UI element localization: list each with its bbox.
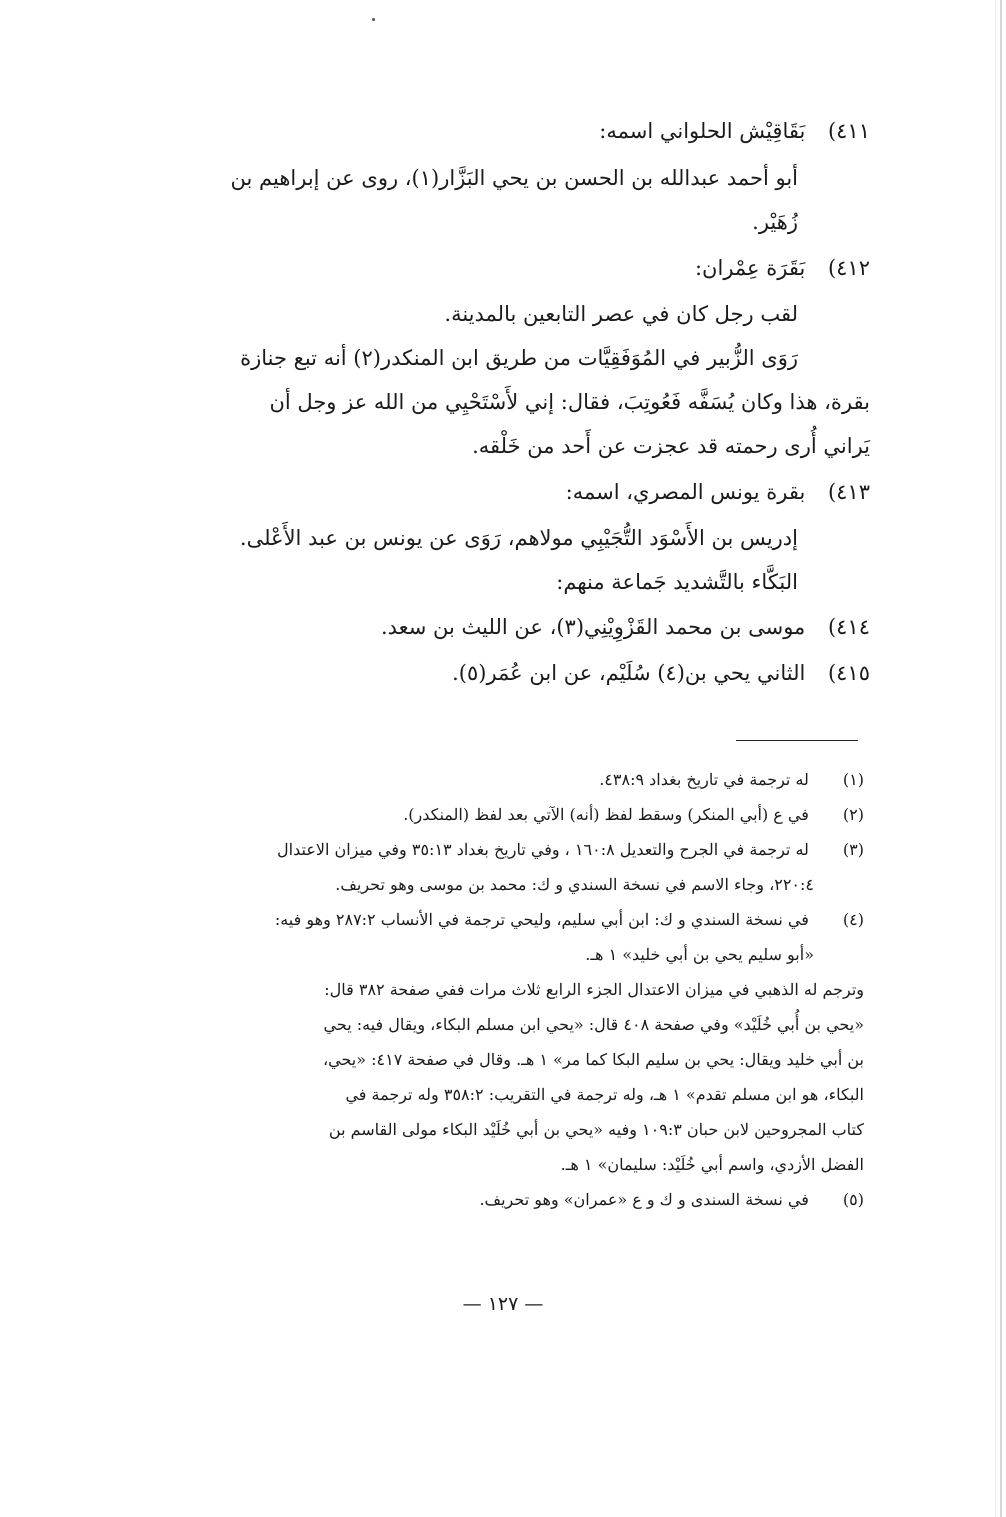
entry-413: [130, 468, 870, 516]
entry-number: ٤١٢): [827, 256, 870, 280]
footnote-1: [140, 762, 864, 797]
body-line: أبو أحمد عبدالله بن الحسن بن يحي البَزَّار(١)، روى عن إبراهيم بن: [230, 166, 798, 190]
footnotes: [140, 762, 864, 1217]
body-line: يَراني أُرى رحمته قد عجزت عن أَحد من خَلْقه.: [472, 434, 870, 458]
entry-number: ٤١٣): [827, 480, 870, 504]
entry-heading: بَقَرَة عِمْران:: [694, 256, 806, 280]
footnote-continuation: «أبو سليم يحي بن أبي خليد» ١ هـ.: [585, 945, 814, 964]
footnote-paragraph: البكاء، هو ابن مسلم تقدم» ١ هـ، وله ترجمة في التقريب: ٣٥٨:٢ وله ترجمة في: [345, 1085, 864, 1104]
footnote-number: (٣): [842, 840, 864, 859]
entry-heading: بقرة يونس المصري، اسمه:: [565, 480, 806, 504]
footnote-paragraph: «يحي بن أُبي خُلَيْد» وفي صفحة ٤٠٨ قال: «يحي ابن مسلم البكاء، ويقال فيه: يحي: [323, 1015, 864, 1034]
footnote-paragraph: بن أبي خليد ويقال: يحي بن سليم البكا كما مر» ١ هـ. وقال في صفحة ٤١٧: «يحي،: [322, 1050, 864, 1069]
body-line: زُهَيْر.: [752, 210, 798, 234]
footnote-number: (١): [842, 770, 864, 789]
footnote-3: [140, 832, 864, 867]
entry-number: ٤١٥): [827, 661, 870, 685]
footnote-number: (٥): [842, 1190, 864, 1209]
footnote-text: في نسخة السندى و ك و ع «عمران» وهو تحريف.: [479, 1190, 809, 1209]
entry-412: [130, 244, 870, 292]
footnote-paragraph: وترجم له الذهبي في ميزان الاعتدال الجزء الرابع ثلاث مرات ففي صفحة ٣٨٢ قال:: [324, 980, 864, 999]
body-line: إدريس بن الأَسْوَد التُّجَيْبِي مولاهم، رَوَى عن يونس بن عبد الأَعْلى.: [239, 526, 798, 550]
page-edge-line: [1000, 0, 1002, 1517]
footnote-text: في ع (أبي المنكر) وسقط لفظ (أنه) الآتي بعد لفظ (المنكدر).: [403, 805, 809, 824]
footnote-paragraph: كتاب المجروحين لابن حبان ١٠٩:٣ وفيه «يحي بن أبي خُلَيْد البكاء مولى القاسم بن: [328, 1120, 864, 1139]
footnote-paragraph: الفضل الأزدي، واسم أبي خُلَيْد: سليمان» ١ هـ.: [560, 1155, 864, 1174]
entry-414: [130, 604, 870, 650]
footnote-text: له ترجمة في تاريخ بغداد ٤٣٨:٩.: [599, 770, 809, 789]
footnote-text: في نسخة السندي و ك: ابن أبي سليم، وليحي ترجمة في الأنساب ٢٨٧:٢ وهو فيه:: [274, 910, 809, 929]
body-line: بقرة، هذا وكان يُسَفَّه فَعُوتِبَ، فقال: إني لأَسْتَحْيِي من الله عز وجل أن: [269, 390, 870, 414]
entry-heading: الثاني يحي بن(٤) سُلَيْم، عن ابن عُمَر(٥).: [452, 661, 806, 685]
entry-heading: موسى بن محمد القَزْوِيْنِي(٣)، عن الليث بن سعد.: [380, 615, 806, 639]
footnote-separator: [736, 740, 858, 741]
footnote-number: (٤): [842, 910, 864, 929]
footnote-number: (٢): [842, 805, 864, 824]
entry-number: ٤١٤): [827, 615, 870, 639]
entry-411: [130, 112, 870, 156]
body-line: رَوَى الزُّبير في المُوَفَقِيَّات من طريق ابن المنكدر(٢) أنه تبع جنازة: [240, 346, 798, 370]
body-line: لقب رجل كان في عصر التابعين بالمدينة.: [444, 302, 798, 326]
footnote-4: [140, 902, 864, 937]
footnote-continuation: ٢٢٠:٤، وجاء الاسم في نسخة السندي و ك: محمد بن موسى وهو تحريف.: [335, 875, 814, 894]
footnote-2: [140, 797, 864, 832]
entry-heading: بَقَاقِيْش الحلواني اسمه:: [599, 119, 806, 143]
footnote-5: [140, 1182, 864, 1217]
ink-speck: [372, 18, 375, 21]
footnote-text: له ترجمة في الجرح والتعديل ١٦٠:٨ ، وفي تاريخ بغداد ٣٥:١٣ وفي ميزان الاعتدال: [277, 840, 809, 859]
body-line: البَكَّاء بالتَّشديد جَماعة منهم:: [556, 570, 798, 594]
main-text: [130, 112, 870, 696]
page-edge-line-inner: [995, 0, 996, 1517]
page-number: — ١٢٧ —: [462, 1293, 544, 1315]
entry-415: [130, 650, 870, 696]
entry-number: ٤١١): [827, 119, 870, 143]
